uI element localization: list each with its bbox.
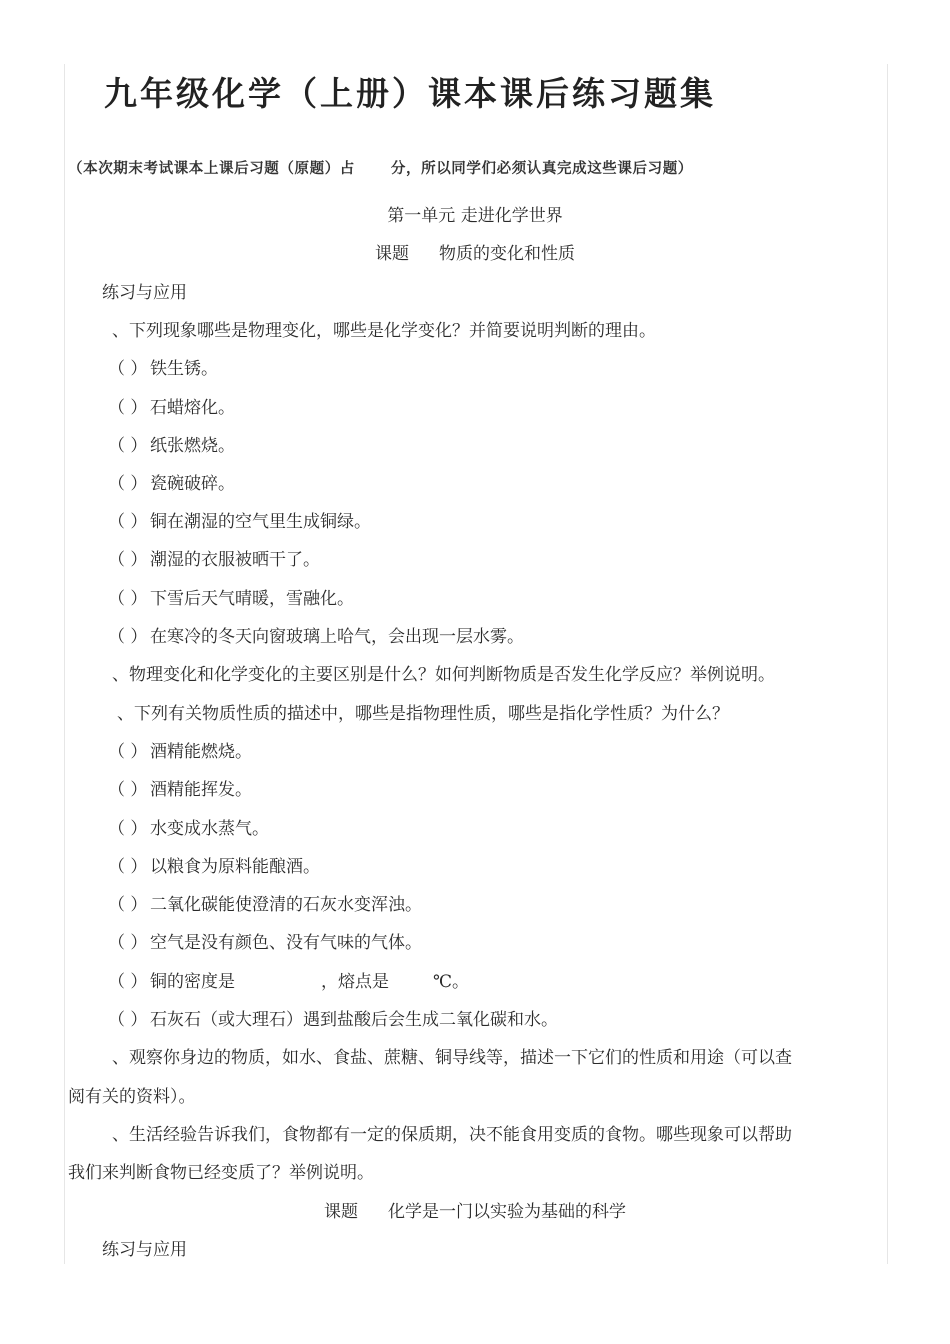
answer-paren: （ ） [108,627,148,647]
question-4-cont: 阅有关的资料）。 [68,1087,196,1107]
list-item: （ ） 水变成水蒸气。 [108,819,269,839]
answer-paren: （ ） [108,550,148,570]
lesson-heading-1 [0,243,950,265]
list-item: （ ） 石灰石（或大理石）遇到盐酸后会生成二氧化碳和水。 [108,1010,558,1030]
document-title: 九年级化学（上册）课本课后练习题集 [104,74,716,113]
answer-paren: （ ） [108,972,148,992]
practice-label: 练习与应用 [102,1240,187,1260]
practice-label: 练习与应用 [102,283,187,303]
list-item: （ ） 空气是没有颜色、没有气味的气体。 [108,933,422,953]
list-item: （ ） 铜在潮湿的空气里生成铜绿。 [108,512,371,532]
list-item: （ ） 酒精能燃烧。 [108,742,252,762]
notice-part-2: 分，所以同学们必须认真完成这些课后习题） [390,161,693,177]
question-2: 、物理变化和化学变化的主要区别是什么？如何判断物质是否发生化学反应？举例说明。 [112,665,775,685]
answer-paren: （ ） [108,819,148,839]
lesson-title: 化学是一门以实验为基础的科学 [388,1202,626,1222]
list-item: （ ） 铁生锈。 [108,359,218,379]
list-item: （ ） 下雪后天气晴暖，雪融化。 [108,589,354,609]
answer-paren: （ ） [108,474,148,494]
answer-paren: （ ） [108,589,148,609]
list-item: （ ） 以粮食为原料能酿酒。 [108,857,320,877]
answer-paren: （ ） [108,1010,148,1030]
answer-paren: （ ） [108,742,148,762]
answer-paren: （ ） [108,933,148,953]
question-5-cont: 我们来判断食物已经变质了？举例说明。 [68,1163,374,1183]
lesson-title: 物质的变化和性质 [439,244,575,264]
notice-part-1: （本次期末考试课本上课后习题（原题）占 [68,161,355,177]
answer-paren: （ ） [108,512,148,532]
answer-paren: （ ） [108,359,148,379]
lesson-heading-2 [0,1201,950,1223]
answer-paren: （ ） [108,780,148,800]
lesson-prefix: 课题 [324,1202,358,1222]
question-3: 、下列有关物质性质的描述中，哪些是指物理性质，哪些是指化学性质？为什么？ [117,704,729,724]
list-item: （ ） 瓷碗破碎。 [108,474,235,494]
lesson-prefix: 课题 [375,244,409,264]
list-item: （ ） 二氧化碳能使澄清的石灰水变浑浊。 [108,895,422,915]
question-1: 、下列现象哪些是物理变化，哪些是化学变化？并简要说明判断的理由。 [112,321,656,341]
question-4: 、观察你身边的物质，如水、食盐、蔗糖、铜导线等，描述一下它们的性质和用途（可以查 [112,1048,792,1068]
question-5: 、生活经验告诉我们，食物都有一定的保质期，决不能食用变质的食物。哪些现象可以帮助 [112,1125,792,1145]
answer-paren: （ ） [108,857,148,877]
list-item: （ ） 潮湿的衣服被晒干了。 [108,550,320,570]
answer-paren: （ ） [108,436,148,456]
answer-paren: （ ） [108,895,148,915]
list-item: （ ） 酒精能挥发。 [108,780,252,800]
list-item: （ ） 铜的密度是 ，熔点是 ℃。 [108,972,470,992]
list-item: （ ） 在寒冷的冬天向窗玻璃上哈气，会出现一层水雾。 [108,627,524,647]
answer-paren: （ ） [108,398,148,418]
list-item: （ ） 纸张燃烧。 [108,436,235,456]
list-item: （ ） 石蜡熔化。 [108,398,235,418]
exam-notice [68,157,693,178]
unit-heading: 第一单元 走进化学世界 [387,206,563,226]
